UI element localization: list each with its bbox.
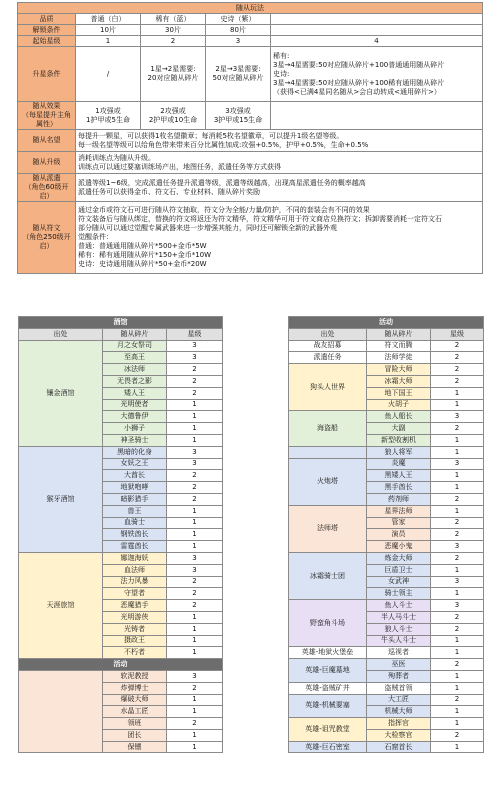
table-row <box>289 741 484 753</box>
star-cell: 1 <box>431 647 484 659</box>
shard-cell: 管家 <box>367 517 431 529</box>
star-cell: 1 <box>167 517 223 529</box>
star-cell: 2 <box>431 694 484 706</box>
star-cell: 2 <box>167 576 223 588</box>
star-cell: 1 <box>431 670 484 682</box>
star-cell: 2 <box>167 493 223 505</box>
star-cell: 1 <box>431 482 484 494</box>
shard-cell: 兽王 <box>103 505 167 517</box>
star-cell: 2 <box>167 682 223 694</box>
pet-gameplay-table <box>17 2 483 274</box>
table-row <box>19 552 223 564</box>
star-cell: 1 <box>431 588 484 600</box>
shard-cell: 炎魔 <box>367 458 431 470</box>
star-cell: 3 <box>167 458 223 470</box>
column-header: 随从碎片 <box>367 328 431 340</box>
shard-cell: 冰法师 <box>103 364 167 376</box>
star-cell: 2 <box>167 375 223 387</box>
shard-cell: 狼人将军 <box>367 446 431 458</box>
shard-cell: 光明使者 <box>103 399 167 411</box>
cell <box>271 102 483 130</box>
source-cell: 冰霜骑士团 <box>289 552 367 599</box>
star-cell: 2 <box>167 482 223 494</box>
table-row <box>19 670 223 682</box>
table-row <box>289 446 484 458</box>
table-row <box>289 682 484 694</box>
shard-cell: 冒险大师 <box>367 364 431 376</box>
shard-cell: 小狮子 <box>103 423 167 435</box>
shard-cell: 保镖 <box>103 741 167 753</box>
star-cell: 2 <box>167 364 223 376</box>
star-cell: 3 <box>431 600 484 612</box>
cell: 1星→2星需要: 20对应随从碎片 <box>141 47 206 102</box>
shard-cell: 团长 <box>103 729 167 741</box>
star-cell: 1 <box>431 387 484 399</box>
cell: 1攻强或 1护甲或5生命 <box>76 102 141 130</box>
table-header <box>289 328 484 340</box>
column-header: 星级 <box>167 328 223 340</box>
star-cell: 1 <box>431 635 484 647</box>
table-row <box>289 647 484 659</box>
shard-cell: 炼金大师 <box>367 552 431 564</box>
shard-cell: 药剂师 <box>367 493 431 505</box>
star-cell: 2 <box>431 659 484 671</box>
shard-cell: 女妖之王 <box>103 458 167 470</box>
shard-cell: 光明游侠 <box>103 611 167 623</box>
source-cell: 英雄-盗贼矿井 <box>289 682 367 694</box>
shard-cell: 指挥官 <box>367 718 431 730</box>
star-cell: 2 <box>167 387 223 399</box>
row-label: 随从符文 （角色250级开启） <box>18 202 76 274</box>
shard-cell: 大工匠 <box>367 694 431 706</box>
shard-cell: 石窟首长 <box>367 741 431 753</box>
source-cell: 英雄-巨石密室 <box>289 741 367 753</box>
star-cell: 1 <box>167 635 223 647</box>
shard-cell: 钢铁酋长 <box>103 529 167 541</box>
shard-cell: 无畏者之影 <box>103 375 167 387</box>
star-cell: 2 <box>431 623 484 635</box>
star-cell: 1 <box>431 446 484 458</box>
shard-cell: 至高王 <box>103 352 167 364</box>
shard-cell: 鱼人斗士 <box>367 600 431 612</box>
star-cell: 2 <box>167 718 223 730</box>
cell: 消耗训练点为随从升级。 训练点可以通过要塞训练场产出，地图任务，派遣任务等方式获得 <box>76 152 483 174</box>
shard-cell: 大酋长 <box>103 470 167 482</box>
star-cell: 3 <box>167 552 223 564</box>
star-cell: 2 <box>167 588 223 600</box>
cell <box>271 14 483 25</box>
shard-cell: 暗影猎手 <box>103 493 167 505</box>
shard-cell: 矮人王 <box>103 387 167 399</box>
star-cell: 3 <box>431 458 484 470</box>
shard-cell: 巡视者 <box>367 647 431 659</box>
shard-cell: 机械大师 <box>367 706 431 718</box>
table-row <box>19 340 223 352</box>
source-cell <box>289 446 367 458</box>
table-row <box>289 718 484 730</box>
star-cell: 1 <box>431 706 484 718</box>
star-cell: 2 <box>431 552 484 564</box>
star-cell: 3 <box>431 411 484 423</box>
star-cell: 1 <box>167 611 223 623</box>
source-cell: 英雄-地狱火堡垒 <box>289 647 367 659</box>
source-cell: 镶金酒馆 <box>19 340 103 446</box>
table-row <box>289 364 484 376</box>
star-cell: 2 <box>431 611 484 623</box>
shard-cell: 半人马斗士 <box>367 611 431 623</box>
shard-cell: 女武神 <box>367 576 431 588</box>
star-cell: 1 <box>167 623 223 635</box>
shard-cell: 不朽者 <box>103 647 167 659</box>
cell: 10片 <box>76 25 141 36</box>
shard-cell: 地狱咆哮 <box>103 482 167 494</box>
table-row <box>19 446 223 458</box>
shard-cell: 骑士领主 <box>367 588 431 600</box>
tavern-table <box>18 316 223 753</box>
table-header <box>19 328 223 340</box>
cell: / <box>76 47 141 102</box>
source-cell <box>19 670 103 753</box>
shard-cell: 摄政王 <box>103 635 167 647</box>
shard-cell: 法师学徒 <box>367 352 431 364</box>
cell: 普通（白） <box>76 14 141 25</box>
shard-cell: 法力风暴 <box>103 576 167 588</box>
cell: 史诗（紫） <box>206 14 271 25</box>
shard-cell: 领班 <box>103 718 167 730</box>
shard-cell: 软泥教授 <box>103 670 167 682</box>
shard-cell: 地下国王 <box>367 387 431 399</box>
table-row <box>289 505 484 517</box>
star-cell: 3 <box>167 340 223 352</box>
cell: 30片 <box>141 25 206 36</box>
shard-cell: 盗贼首领 <box>367 682 431 694</box>
table-subtitle: 活动 <box>19 659 223 671</box>
star-cell: 2 <box>431 364 484 376</box>
table-row <box>289 411 484 423</box>
shard-cell: 大检察官 <box>367 729 431 741</box>
shard-cell: 黑手酋长 <box>367 482 431 494</box>
table-row <box>289 352 484 364</box>
event-table <box>288 316 484 753</box>
cell: 3 <box>206 36 271 47</box>
cell: 2 <box>141 36 206 47</box>
source-cell: 天涯旅馆 <box>19 552 103 658</box>
source-cell: 英雄-机械要塞 <box>289 694 367 718</box>
cell <box>271 25 483 36</box>
shard-cell: 大德鲁伊 <box>103 411 167 423</box>
table-title: 活动 <box>289 317 484 329</box>
star-cell: 1 <box>431 434 484 446</box>
star-cell: 1 <box>431 718 484 730</box>
shard-cell: 演员 <box>367 529 431 541</box>
shard-cell: 黑矮人王 <box>367 470 431 482</box>
shard-cell: 守望者 <box>103 588 167 600</box>
star-cell: 1 <box>431 505 484 517</box>
cell: 2星→3星需要: 50对应随从碎片 <box>206 47 271 102</box>
table-title: 随从玩法 <box>18 3 483 14</box>
star-cell: 3 <box>431 576 484 588</box>
table-title-row <box>289 317 484 329</box>
shard-cell: 水晶工匠 <box>103 706 167 718</box>
star-cell: 3 <box>167 564 223 576</box>
row-label: 随从升级 <box>18 152 76 174</box>
source-cell: 野蛮角斗场 <box>289 600 367 647</box>
star-cell: 1 <box>167 529 223 541</box>
table-title-row <box>19 317 223 329</box>
shard-cell: 血法师 <box>103 564 167 576</box>
star-cell: 1 <box>167 706 223 718</box>
shard-cell: 殉葬者 <box>367 670 431 682</box>
source-cell: 派遣任务 <box>289 352 367 364</box>
source-cell: 英雄-诅咒教堂 <box>289 718 367 742</box>
column-header: 出处 <box>19 328 103 340</box>
cell: 每提升一颗星，可以获得1枚名望徽章；每消耗5枚名望徽章，可以提升1级名望等级。 每一级名望等级可以给角色带来带来百分比属性加成:攻强+0.5%，护甲+0.5%，生命+0.5% <box>76 130 483 152</box>
source-cell: 法师塔 <box>289 505 367 552</box>
star-cell: 1 <box>167 411 223 423</box>
shard-cell: 符文而腾 <box>367 340 431 352</box>
star-cell: 3 <box>167 352 223 364</box>
shard-cell: 光铸者 <box>103 623 167 635</box>
shard-cell: 狼人斗士 <box>367 623 431 635</box>
star-cell: 2 <box>431 729 484 741</box>
table-row <box>289 340 484 352</box>
star-cell: 1 <box>167 741 223 753</box>
shard-cell: 星界法师 <box>367 505 431 517</box>
table-row <box>289 694 484 706</box>
column-header: 随从碎片 <box>103 328 167 340</box>
shard-cell: 冰霜大师 <box>367 375 431 387</box>
shard-cell: 娜迦海妖 <box>103 552 167 564</box>
cell: 通过金币或符文石可进行随从符文抽取，符文分为全能/力量/防护，不同的套装会有不同的效果 符文装备后与随从绑定，替换的符文将返还为符文精华，符文精华可用于符文商店兑换符文；拆卸需要消耗一定符文石 部分随从可以通过觉醒专属武器来进一步增强其能力，同时还可解锁全新的武器外观 觉醒条件： 普通：普通通用随从碎片*500+金币*5W 稀有：稀有通用随从碎片*150+金币*10W 史诗：史诗通用随从碎片*50+金币*20W <box>76 202 483 274</box>
shard-cell: 恶魔猎手 <box>103 600 167 612</box>
row-label: 随从派遣 （角色60级开启） <box>18 174 76 202</box>
row-label: 解锁条件 <box>18 25 76 36</box>
column-header: 出处 <box>289 328 367 340</box>
shard-cell: 巨盾卫士 <box>367 564 431 576</box>
star-cell: 1 <box>167 647 223 659</box>
cell: 2攻强或 2护甲或10生命 <box>141 102 206 130</box>
star-cell: 1 <box>167 434 223 446</box>
shard-cell: 雷霆酋长 <box>103 541 167 553</box>
shard-cell: 黑暗的化身 <box>103 446 167 458</box>
star-cell: 1 <box>167 423 223 435</box>
star-cell: 1 <box>431 399 484 411</box>
cell: 派遣等级1~6级，完成派遣任务提升派遣等级，派遣等级越高，出现高星派遣任务的概率越高 派遣任务可以获得金币、符文石、专业材料、随从碎片奖励 <box>76 174 483 202</box>
star-cell: 2 <box>431 529 484 541</box>
shard-cell: 炸弹博士 <box>103 682 167 694</box>
source-cell: 火炮塔 <box>289 458 367 505</box>
table-row <box>289 458 484 470</box>
source-cell: 猴牙酒馆 <box>19 446 103 552</box>
star-cell: 1 <box>167 505 223 517</box>
shard-cell: 大副 <box>367 423 431 435</box>
star-cell: 3 <box>167 670 223 682</box>
star-cell: 1 <box>431 470 484 482</box>
star-cell: 1 <box>431 564 484 576</box>
shard-cell: 牛头人斗士 <box>367 635 431 647</box>
star-cell: 3 <box>167 446 223 458</box>
source-cell: 英雄-巨魔墓地 <box>289 659 367 683</box>
row-label: 随从效果 （每星提升主角属性） <box>18 102 76 130</box>
row-label: 升星条件 <box>18 47 76 102</box>
table-title: 酒馆 <box>19 317 223 329</box>
star-cell: 3 <box>431 541 484 553</box>
star-cell: 2 <box>167 600 223 612</box>
source-cell: 海盗船 <box>289 411 367 446</box>
cell: 稀有（蓝） <box>141 14 206 25</box>
cell: 80片 <box>206 25 271 36</box>
shard-cell: 鱼人船长 <box>367 411 431 423</box>
star-cell: 1 <box>431 741 484 753</box>
source-cell: 战友招募 <box>289 340 367 352</box>
shard-cell: 血骑士 <box>103 517 167 529</box>
row-label: 品质 <box>18 14 76 25</box>
shard-cell: 爆破大师 <box>103 694 167 706</box>
source-cell: 狗头人世界 <box>289 364 367 411</box>
shard-cell: 恶魔小鬼 <box>367 541 431 553</box>
shard-cell: 月之女祭司 <box>103 340 167 352</box>
star-cell: 2 <box>431 517 484 529</box>
row-label: 起始星级 <box>18 36 76 47</box>
star-cell: 2 <box>431 493 484 505</box>
cell: 4 <box>271 36 483 47</box>
shard-cell: 神圣骑士 <box>103 434 167 446</box>
table-row <box>289 552 484 564</box>
cell: 1 <box>76 36 141 47</box>
star-cell: 2 <box>431 375 484 387</box>
star-cell: 1 <box>431 682 484 694</box>
table-row <box>289 600 484 612</box>
shard-cell: 巫医 <box>367 659 431 671</box>
star-cell: 1 <box>167 694 223 706</box>
column-header: 星级 <box>431 328 484 340</box>
star-cell: 2 <box>167 470 223 482</box>
star-cell: 1 <box>167 399 223 411</box>
star-cell: 2 <box>431 352 484 364</box>
cell: 3攻强或 3护甲或15生命 <box>206 102 271 130</box>
table-row <box>289 659 484 671</box>
star-cell: 1 <box>167 541 223 553</box>
star-cell: 1 <box>167 729 223 741</box>
table-subtitle-row <box>19 659 223 671</box>
star-cell: 2 <box>431 423 484 435</box>
row-label: 随从名望 <box>18 130 76 152</box>
shard-cell: 新型收割机 <box>367 434 431 446</box>
shard-cell: 火胡子 <box>367 399 431 411</box>
cell: 稀有: 3星→4星需要:50对应随从碎片+100普通通用随从碎片 史诗: 3星→4星需要:50对应随从碎片+100稀有通用随从碎片 （获得<已满4星同名随从>会自动转成<通用碎片>） <box>271 47 483 102</box>
star-cell: 2 <box>431 340 484 352</box>
